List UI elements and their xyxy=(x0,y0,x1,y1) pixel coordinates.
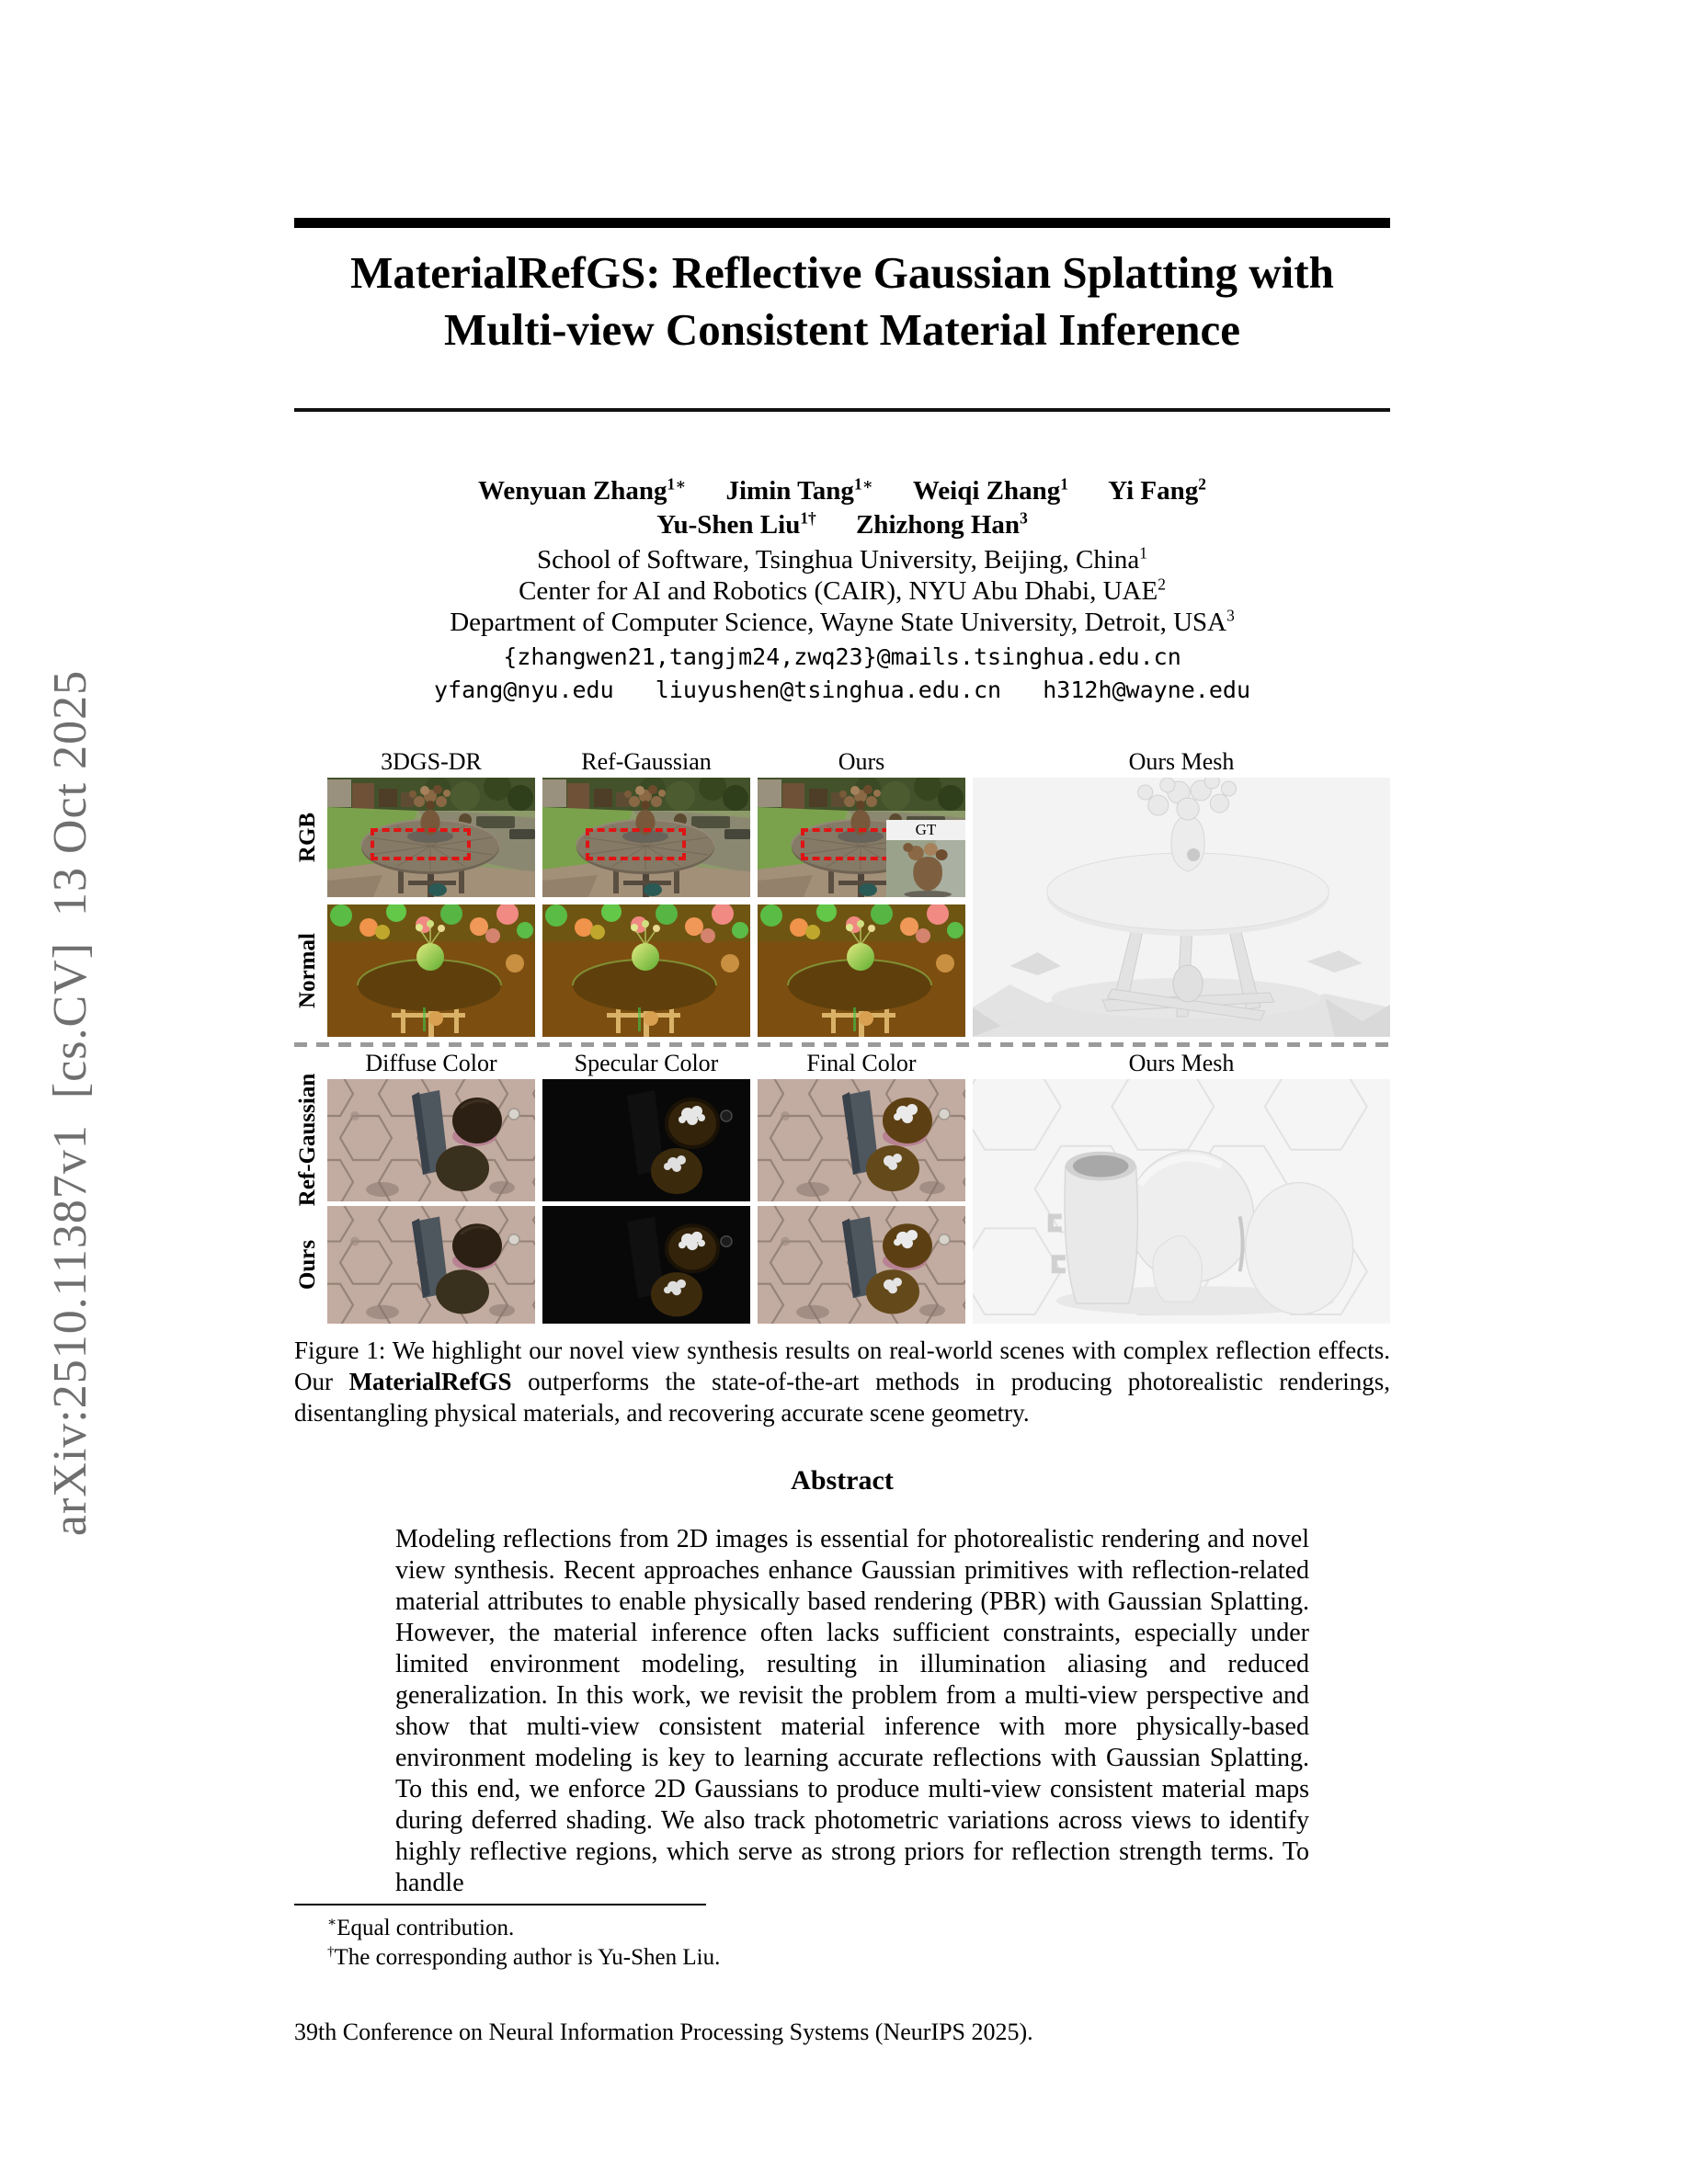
figure-image-rgb-3dgs-dr xyxy=(327,778,535,897)
affiliation-block xyxy=(294,544,1390,638)
author-name xyxy=(478,476,686,506)
author-name-text: Jimin Tang xyxy=(725,476,854,506)
normal-map-image xyxy=(327,904,535,1037)
affiliation-line xyxy=(294,544,1390,575)
author-name-text: Weiqi Zhang xyxy=(912,476,1061,506)
gt-label: GT xyxy=(886,820,965,840)
figure-section-divider xyxy=(294,1042,1390,1047)
affiliation-line xyxy=(294,607,1390,638)
figure-image-diffuse-ours xyxy=(327,1206,535,1324)
affiliation-text: Department of Computer Science, Wayne State University, Detroit, USA xyxy=(450,608,1227,637)
figure-image-normal-ours xyxy=(758,904,965,1037)
author-name-text: Yi Fang xyxy=(1108,476,1199,506)
normal-map-image xyxy=(758,904,965,1037)
author-sup: 2 xyxy=(1198,474,1206,494)
figure-image-normal-ref-gaussian xyxy=(542,904,750,1037)
figure-row-label-normal: Normal xyxy=(295,933,320,1008)
figure-row-label-ours: Ours xyxy=(295,1239,320,1291)
author-row-1 xyxy=(294,474,1390,508)
figure-image-final-ref-gaussian xyxy=(758,1079,965,1201)
figure-col-label-ours-mesh-top: Ours Mesh xyxy=(1128,748,1235,775)
title-line-2: Multi-view Consistent Material Inference xyxy=(444,304,1240,355)
footnote-corresponding-author xyxy=(327,1943,1155,1972)
figure-col-label-specular: Specular Color xyxy=(574,1050,719,1076)
mesh-objects-image xyxy=(973,1079,1390,1324)
figure-image-ours-mesh-top xyxy=(973,778,1390,1037)
author-name-text: Zhizhong Han xyxy=(855,510,1021,540)
mesh-table-image xyxy=(973,778,1390,1037)
author-name xyxy=(656,510,816,540)
email-block xyxy=(294,641,1390,707)
footnote-marker: ∗ xyxy=(327,1915,337,1930)
author-name xyxy=(1108,476,1206,506)
author-name-text: Wenyuan Zhang xyxy=(478,476,667,506)
figure-col-label-diffuse: Diffuse Color xyxy=(365,1050,497,1076)
author-sup: 3 xyxy=(1020,508,1028,528)
diffuse-color-image xyxy=(327,1206,535,1324)
affiliation-text: School of Software, Tsinghua University, Beijing, China xyxy=(537,545,1140,574)
footnote-marker: † xyxy=(327,1944,335,1960)
author-sup: 1∗ xyxy=(667,474,687,494)
figure-image-diffuse-ref-gaussian xyxy=(327,1079,535,1201)
author-name xyxy=(726,476,873,506)
figure-col-label-ours-mesh-bottom: Ours Mesh xyxy=(1128,1050,1235,1076)
author-name xyxy=(913,476,1068,506)
footnote-equal-contribution xyxy=(327,1914,1155,1942)
figure-caption xyxy=(294,1335,1390,1428)
author-block xyxy=(294,474,1390,707)
email-line-1: {zhangwen21,tangjm24,zwq23}@mails.tsinghua.edu.cn xyxy=(503,643,1181,670)
caption-method-name: MaterialRefGS xyxy=(348,1368,512,1395)
final-color-image xyxy=(758,1079,965,1201)
figure-col-label-ref-gaussian: Ref-Gaussian xyxy=(581,748,712,775)
highlight-box-icon xyxy=(371,828,470,860)
figure-image-normal-3dgs-dr xyxy=(327,904,535,1037)
figure-row-label-rgb: RGB xyxy=(295,812,320,863)
gt-closeup-image xyxy=(886,840,965,897)
figure-image-ours-mesh-bottom xyxy=(973,1079,1390,1324)
author-name-text: Yu-Shen Liu xyxy=(656,510,801,540)
figure-col-label-ours: Ours xyxy=(838,748,885,775)
author-name xyxy=(856,510,1028,540)
abstract-body: Modeling reflections from 2D images is essential for photorealistic rendering and novel view synthesis. Recent approaches enhance Gaussian primitives with reflection-related material attributes to enable physically based rendering (PBR) with Gaussian Splatting. However, the material inference often lacks sufficient constraints, especially under limited environment modeling, resulting in illumination aliasing and reduced generalization. In this work, we revisit the problem from a multi-view perspective and show that multi-view consistent material inference with more physically-based environment modeling is key to learning accurate reflections with Gaussian Splatting. To this end, we enforce 2D Gaussians to produce multi-view consistent material maps during deferred shading. We also track photometric variations across views to identify highly reflective regions, which serve as strong priors for reflection strength terms. To handle xyxy=(395,1525,1309,1897)
affiliation-sup: 1 xyxy=(1139,543,1147,563)
figure-col-label-3dgs-dr: 3DGS-DR xyxy=(381,748,482,775)
diffuse-color-image xyxy=(327,1079,535,1201)
title-line-1: MaterialRefGS: Reflective Gaussian Splatting with xyxy=(350,247,1334,298)
title-rule-bottom xyxy=(294,408,1390,412)
email-line-2: yfang@nyu.edu liuyushen@tsinghua.edu.cn h312h@wayne.edu xyxy=(433,677,1251,703)
final-color-image xyxy=(758,1206,965,1324)
conference-note: 39th Conference on Neural Information Processing Systems (NeurIPS 2025). xyxy=(294,2019,1033,2045)
figure-image-specular-ours xyxy=(542,1206,750,1324)
footnote-rule xyxy=(294,1904,706,1905)
abstract-heading: Abstract xyxy=(791,1465,894,1496)
figure-image-rgb-ref-gaussian xyxy=(542,778,750,897)
normal-map-image xyxy=(542,904,750,1037)
author-sup: 1∗ xyxy=(853,474,873,494)
figure-image-final-ours xyxy=(758,1206,965,1324)
specular-color-image xyxy=(542,1206,750,1324)
footnote-text: The corresponding author is Yu-Shen Liu. xyxy=(334,1945,721,1970)
paper-title xyxy=(294,245,1390,358)
footnote-text: Equal contribution. xyxy=(336,1916,515,1940)
title-rule-top xyxy=(294,218,1390,228)
figure-image-specular-ref-gaussian xyxy=(542,1079,750,1201)
author-sup: 1† xyxy=(800,508,816,528)
specular-color-image xyxy=(542,1079,750,1201)
figure-image-rgb-ours xyxy=(758,778,965,897)
caption-suffix: outperforms the state-of-the-art methods in producing photorealistic renderings, disentangling physical materials, and recovering accurate scene geometry. xyxy=(294,1368,1390,1427)
gt-inset xyxy=(886,820,965,897)
figure-col-label-final: Final Color xyxy=(806,1050,917,1076)
affiliation-text: Center for AI and Robotics (CAIR), NYU Abu Dhabi, UAE xyxy=(519,576,1158,606)
affiliation-sup: 3 xyxy=(1226,606,1235,625)
author-row-2 xyxy=(294,508,1390,542)
affiliation-line xyxy=(294,575,1390,607)
author-sup: 1 xyxy=(1060,474,1068,494)
arxiv-watermark: arXiv:2510.11387v1 [cs.CV] 13 Oct 2025 xyxy=(44,669,97,1537)
highlight-box-icon xyxy=(586,828,685,860)
figure-row-label-ref-gaussian: Ref-Gaussian xyxy=(295,1073,320,1207)
caption-prefix: Figure 1: We highlight our novel view synthesis results on real-world scenes with complex reflection effects. Our xyxy=(294,1337,1390,1395)
affiliation-sup: 2 xyxy=(1158,574,1166,594)
figure-1 xyxy=(294,748,1390,1325)
